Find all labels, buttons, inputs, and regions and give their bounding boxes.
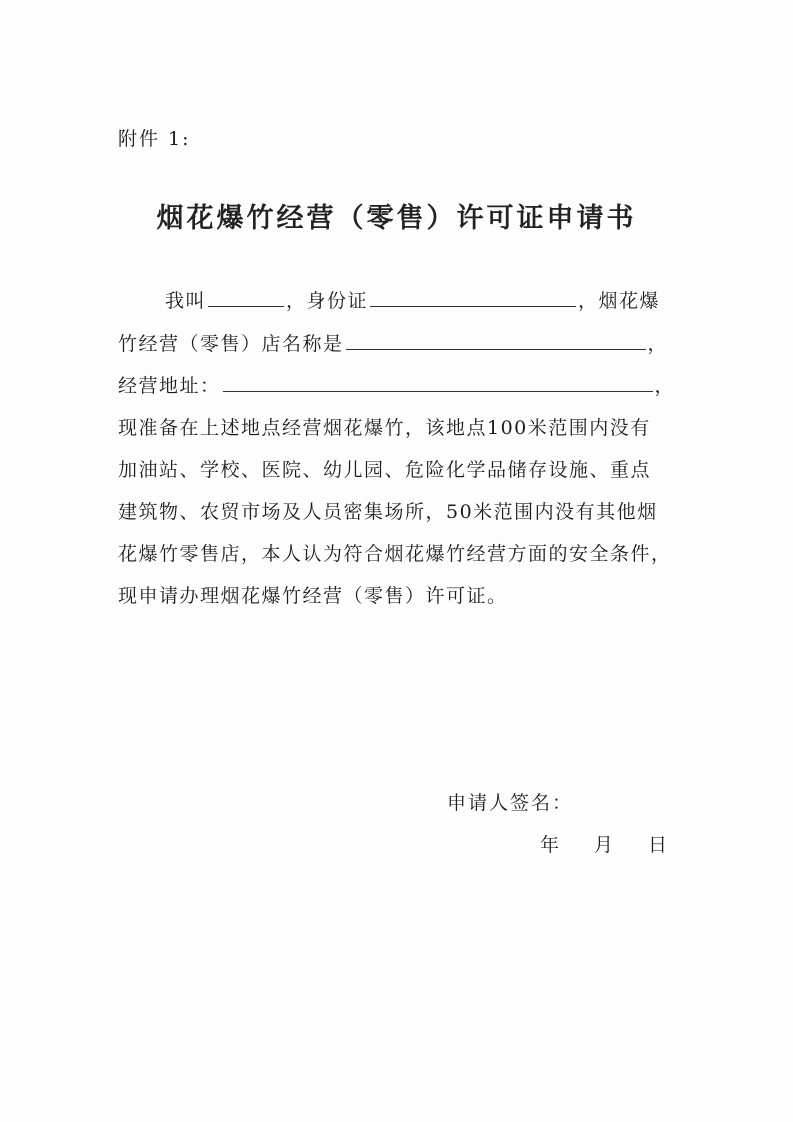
- body-line: 现准备在上述地点经营烟花爆竹，该地点100米范围内没有: [118, 417, 651, 439]
- address-line: [118, 372, 675, 399]
- shop-name-prefix: 竹经营（零售）店名称是: [118, 333, 344, 355]
- applicant-signature-label: 申请人签名：: [447, 792, 574, 814]
- name-prefix: 我叫: [165, 290, 207, 312]
- body-line: 花爆竹零售店，本人认为符合烟花爆竹经营方面的安全条件，: [118, 543, 672, 565]
- document-title: 烟花爆竹经营（零售）许可证申请书: [156, 203, 637, 234]
- date-day: 日: [648, 834, 668, 856]
- applicant-name-line: [165, 287, 660, 314]
- body-line: 建筑物、农贸市场及人员密集场所，50米范围内没有其他烟: [118, 501, 658, 523]
- address-suffix: ，: [654, 375, 676, 397]
- shop-name-blank[interactable]: [346, 330, 646, 350]
- date-month: 月: [594, 834, 614, 856]
- body-line: 加油站、学校、医院、幼儿园、危险化学品储存设施、重点: [118, 459, 652, 481]
- address-blank[interactable]: [223, 372, 653, 392]
- address-prefix: 经营地址：: [118, 375, 221, 397]
- name-blank[interactable]: [208, 287, 284, 307]
- attachment-label: 附件 1:: [118, 128, 191, 150]
- body-line: 现申请办理烟花爆竹经营（零售）许可证。: [118, 585, 508, 607]
- line1-suffix: ，烟花爆: [578, 290, 661, 312]
- date-year: 年: [540, 834, 560, 856]
- shop-name-suffix: ，: [647, 333, 669, 355]
- shop-name-line: [118, 330, 668, 357]
- id-number-blank[interactable]: [370, 287, 576, 307]
- id-prefix: ，身份证: [286, 290, 369, 312]
